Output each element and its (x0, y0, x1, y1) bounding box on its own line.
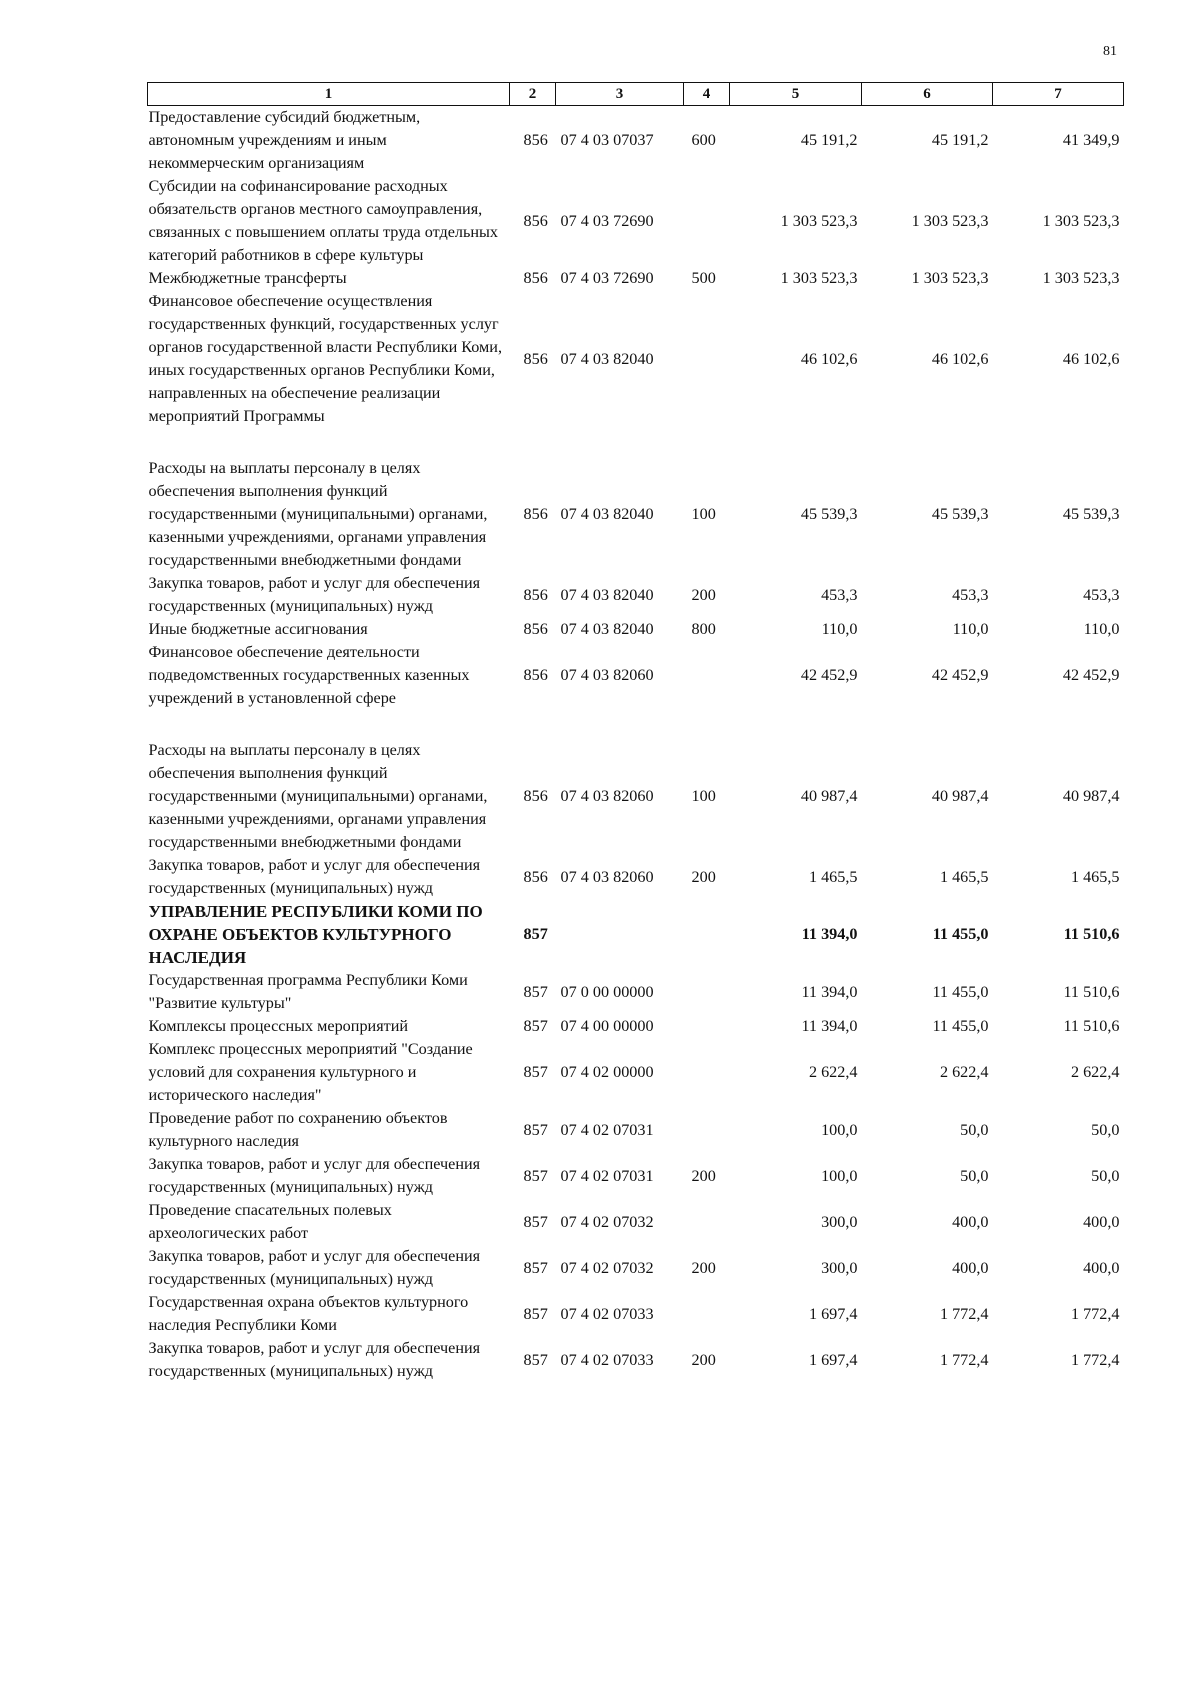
row-amount-col7-cell: 400,0 (1083, 1212, 1120, 1231)
row-amount-col6-cell: 1 303 523,3 (911, 211, 989, 230)
row-expense-type-cell: 200 (691, 1258, 716, 1277)
row-name-cell: Закупка товаров, работ и услуг для обеспечения государственных (муниципальных) нужд (148, 574, 481, 615)
spacer-cell (148, 428, 510, 457)
row-amount-col6-cell: 2 622,4 (939, 1063, 989, 1081)
row-amount-col7-cell: 46 102,6 (1062, 349, 1120, 368)
row-target-article-cell: 07 4 03 82040 (560, 620, 654, 638)
table-row (148, 1199, 1124, 1245)
table-row (148, 641, 1124, 710)
row-amount-col5-cell: 11 394,0 (801, 1017, 858, 1035)
row-admin-code-cell: 856 (523, 787, 548, 805)
row-amount-col7-cell: 1 772,4 (1070, 1304, 1120, 1323)
row-name-cell: УПРАВЛЕНИЕ РЕСПУБЛИКИ КОМИ ПО ОХРАНЕ ОБЪЕКТОВ КУЛЬТУРНОГО НАСЛЕДИЯ (148, 902, 483, 967)
spacer-cell (730, 710, 862, 739)
row-amount-col7-cell: 11 510,6 (1063, 1017, 1120, 1035)
row-expense-type-cell: 500 (691, 269, 716, 287)
row-admin-code-cell: 857 (523, 1350, 548, 1369)
row-amount-col6-cell: 11 455,0 (932, 1017, 989, 1035)
row-amount-col7-cell: 45 539,3 (1062, 505, 1120, 523)
spacer-cell (556, 710, 684, 739)
row-amount-col6-cell: 50,0 (960, 1120, 989, 1139)
row-expense-type-cell: 200 (691, 585, 716, 604)
row-amount-col6-cell: 110,0 (952, 620, 989, 638)
row-amount-col7-cell: 41 349,9 (1062, 131, 1120, 149)
row-name-cell: Расходы на выплаты персоналу в целях обеспечения выполнения функций государственными (муниципальными) органами, казенными учреждениями, органами управления государственными внебюджетными фондами (148, 459, 488, 569)
row-expense-type-cell (684, 900, 730, 969)
row-amount-col6-cell: 11 455,0 (932, 925, 989, 943)
row-amount-col7-cell: 50,0 (1091, 1120, 1120, 1139)
row-name-cell: Закупка товаров, работ и услуг для обеспечения государственных (муниципальных) нужд (148, 856, 481, 897)
row-name-cell: Государственная программа Республики Коми "Развитие культуры" (148, 971, 468, 1012)
row-target-article-cell: 07 4 02 07033 (560, 1350, 654, 1369)
row-amount-col6-cell: 40 987,4 (931, 787, 989, 805)
row-target-article-cell: 07 4 00 00000 (560, 1017, 654, 1035)
row-target-article-cell: 07 4 03 82060 (560, 666, 654, 684)
header-col-3: 3 (556, 83, 684, 106)
row-amount-col7-cell: 453,3 (1083, 585, 1120, 604)
row-expense-type-cell: 100 (691, 505, 716, 523)
table-row (148, 1107, 1124, 1153)
row-amount-col7-cell: 40 987,4 (1062, 787, 1120, 805)
row-expense-type-cell (684, 1107, 730, 1153)
row-admin-code-cell: 856 (523, 505, 548, 523)
header-col-4: 4 (684, 83, 730, 106)
row-admin-code-cell: 856 (523, 269, 548, 287)
table-row (148, 1038, 1124, 1107)
row-amount-col5-cell: 1 303 523,3 (780, 211, 858, 230)
row-target-article-cell: 07 4 03 07037 (560, 131, 654, 149)
row-admin-code-cell: 857 (523, 1017, 548, 1035)
row-name-cell: Предоставление субсидий бюджетным, автономным учреждениям и иным некоммерческим организациям (148, 108, 421, 172)
row-amount-col5-cell: 46 102,6 (800, 349, 858, 368)
row-amount-col6-cell: 11 455,0 (932, 982, 989, 1001)
spacer-cell (684, 428, 730, 457)
row-name-cell: Государственная охрана объектов культурного наследия Республики Коми (148, 1293, 469, 1334)
row-amount-col6-cell: 453,3 (952, 585, 989, 604)
row-amount-col5-cell: 300,0 (821, 1258, 858, 1277)
row-amount-col6-cell: 45 191,2 (931, 131, 989, 149)
row-amount-col7-cell: 1 303 523,3 (1042, 269, 1120, 287)
table-row (148, 900, 1124, 969)
table-row (148, 457, 1124, 572)
row-amount-col6-cell: 1 303 523,3 (911, 269, 989, 287)
row-amount-col6-cell: 1 772,4 (939, 1350, 989, 1369)
table-row (148, 1015, 1124, 1038)
spacer-cell (993, 710, 1124, 739)
spacer-cell (862, 710, 993, 739)
spacer-cell (684, 710, 730, 739)
row-amount-col7-cell: 2 622,4 (1070, 1063, 1120, 1081)
spacer-cell (510, 428, 556, 457)
row-admin-code-cell: 856 (523, 131, 548, 149)
row-admin-code-cell: 856 (523, 666, 548, 684)
row-name-cell: Комплекс процессных мероприятий "Создание условий для сохранения культурного и исторического наследия" (148, 1040, 473, 1104)
row-amount-col5-cell: 40 987,4 (800, 787, 858, 805)
table-row (148, 969, 1124, 1015)
row-amount-col5-cell: 110,0 (821, 620, 858, 638)
row-expense-type-cell: 800 (691, 620, 716, 638)
row-amount-col5-cell: 11 394,0 (801, 982, 858, 1001)
row-expense-type-cell (684, 1199, 730, 1245)
header-col-2: 2 (510, 83, 556, 106)
header-col-7: 7 (993, 83, 1124, 106)
row-amount-col6-cell: 1 465,5 (939, 867, 989, 886)
row-amount-col6-cell: 45 539,3 (931, 505, 989, 523)
table-body (148, 106, 1124, 1384)
row-target-article-cell: 07 4 02 07033 (560, 1304, 654, 1323)
row-expense-type-cell (684, 1291, 730, 1337)
table-row (148, 618, 1124, 641)
spacer-cell (730, 428, 862, 457)
row-admin-code-cell: 856 (523, 349, 548, 368)
row-amount-col7-cell: 11 510,6 (1063, 982, 1120, 1001)
table-header (148, 83, 1124, 106)
row-expense-type-cell: 600 (691, 131, 716, 149)
table-row (148, 1153, 1124, 1199)
spacer-cell (510, 710, 556, 739)
row-amount-col5-cell: 45 191,2 (800, 131, 858, 149)
row-name-cell: Межбюджетные трансферты (148, 269, 347, 287)
row-amount-col6-cell: 42 452,9 (931, 666, 989, 684)
row-expense-type-cell: 200 (691, 1350, 716, 1369)
row-target-article-cell: 07 4 02 07031 (560, 1120, 654, 1139)
table-row (148, 739, 1124, 854)
row-name-cell: Комплексы процессных мероприятий (148, 1017, 409, 1035)
row-name-cell: Иные бюджетные ассигнования (148, 620, 368, 638)
table-row (148, 175, 1124, 267)
spacer-cell (556, 428, 684, 457)
row-amount-col5-cell: 300,0 (821, 1212, 858, 1231)
row-spacer (148, 710, 1124, 739)
row-expense-type-cell: 200 (691, 867, 716, 886)
row-amount-col7-cell: 400,0 (1083, 1258, 1120, 1277)
row-amount-col7-cell: 110,0 (1083, 620, 1120, 638)
row-amount-col5-cell: 42 452,9 (800, 666, 858, 684)
row-target-article-cell: 07 0 00 00000 (560, 982, 654, 1001)
row-amount-col6-cell: 400,0 (952, 1258, 989, 1277)
row-admin-code-cell: 857 (523, 1166, 548, 1185)
row-expense-type-cell (684, 641, 730, 710)
row-admin-code-cell: 856 (523, 620, 548, 638)
row-amount-col5-cell: 45 539,3 (800, 505, 858, 523)
row-name-cell: Закупка товаров, работ и услуг для обеспечения государственных (муниципальных) нужд (148, 1339, 481, 1380)
page-number: 81 (1103, 44, 1117, 59)
table-row (148, 1337, 1124, 1383)
row-expense-type-cell (684, 175, 730, 267)
row-amount-col5-cell: 1 465,5 (808, 867, 858, 886)
row-amount-col5-cell: 1 697,4 (808, 1350, 858, 1369)
header-col-1: 1 (148, 83, 510, 106)
row-target-article-cell: 07 4 03 82040 (560, 505, 654, 523)
header-col-6: 6 (862, 83, 993, 106)
row-name-cell: Закупка товаров, работ и услуг для обеспечения государственных (муниципальных) нужд (148, 1155, 481, 1196)
row-target-article-cell: 07 4 03 82060 (560, 787, 654, 805)
row-spacer (148, 428, 1124, 457)
row-expense-type-cell (684, 1015, 730, 1038)
table-row (148, 1245, 1124, 1291)
row-name-cell: Субсидии на софинансирование расходных обязательств органов местного самоуправления, связанных с повышением оплаты труда отдельных категорий работников в сфере культуры (148, 177, 498, 264)
row-target-article-cell: 07 4 02 00000 (560, 1063, 654, 1081)
row-admin-code-cell: 857 (523, 1120, 548, 1139)
row-amount-col5-cell: 11 394,0 (801, 925, 858, 943)
row-target-article-cell: 07 4 03 82040 (560, 349, 654, 368)
row-admin-code-cell: 856 (523, 867, 548, 886)
row-name-cell: Финансовое обеспечение деятельности подведомственных государственных казенных учреждений в установленной сфере (148, 643, 470, 707)
table-row (148, 572, 1124, 618)
row-amount-col5-cell: 100,0 (821, 1120, 858, 1139)
row-expense-type-cell: 200 (691, 1166, 716, 1185)
budget-table (147, 82, 1124, 1383)
row-amount-col7-cell: 50,0 (1091, 1166, 1120, 1185)
row-amount-col7-cell: 1 303 523,3 (1042, 211, 1120, 230)
table-row (148, 1291, 1124, 1337)
row-amount-col7-cell: 11 510,6 (1063, 925, 1120, 943)
table-row (148, 854, 1124, 900)
row-target-article-cell: 07 4 03 82060 (560, 867, 654, 886)
row-name-cell: Закупка товаров, работ и услуг для обеспечения государственных (муниципальных) нужд (148, 1247, 481, 1288)
row-amount-col5-cell: 1 303 523,3 (780, 269, 858, 287)
row-expense-type-cell (684, 969, 730, 1015)
table-row (148, 290, 1124, 428)
row-amount-col5-cell: 1 697,4 (808, 1304, 858, 1323)
row-target-article-cell: 07 4 03 72690 (560, 269, 654, 287)
spacer-cell (862, 428, 993, 457)
row-target-article-cell: 07 4 03 82040 (560, 585, 654, 604)
row-admin-code-cell: 857 (523, 982, 548, 1001)
row-admin-code-cell: 856 (523, 211, 548, 230)
row-amount-col5-cell: 453,3 (821, 585, 858, 604)
row-amount-col5-cell: 2 622,4 (808, 1063, 858, 1081)
row-expense-type-cell (684, 290, 730, 428)
row-admin-code-cell: 857 (523, 1258, 548, 1277)
row-target-article-cell: 07 4 02 07031 (560, 1166, 654, 1185)
row-amount-col6-cell: 400,0 (952, 1212, 989, 1231)
table-row (148, 267, 1124, 290)
row-admin-code-cell: 857 (523, 1212, 548, 1231)
row-admin-code-cell: 857 (523, 925, 548, 943)
header-col-5: 5 (730, 83, 862, 106)
row-target-article-cell: 07 4 02 07032 (560, 1258, 654, 1277)
row-expense-type-cell (684, 1038, 730, 1107)
row-expense-type-cell: 100 (691, 787, 716, 805)
row-name-cell: Расходы на выплаты персоналу в целях обеспечения выполнения функций государственными (муниципальными) органами, казенными учреждениями, органами управления государственными внебюджетными фондами (148, 741, 488, 851)
row-admin-code-cell: 856 (523, 585, 548, 604)
row-name-cell: Финансовое обеспечение осуществления государственных функций, государственных услуг органов государственной власти Республики Коми, иных государственных органов Республики Коми, направленных на обеспечение реализации мероприятий Программы (148, 292, 503, 425)
row-admin-code-cell: 857 (523, 1063, 548, 1081)
table-row (148, 106, 1124, 176)
row-target-article-cell (556, 900, 684, 969)
spacer-cell (993, 428, 1124, 457)
row-target-article-cell: 07 4 02 07032 (560, 1212, 654, 1231)
row-target-article-cell: 07 4 03 72690 (560, 211, 654, 230)
row-amount-col5-cell: 100,0 (821, 1166, 858, 1185)
row-name-cell: Проведение спасательных полевых археологических работ (148, 1201, 392, 1242)
row-amount-col6-cell: 1 772,4 (939, 1304, 989, 1323)
row-amount-col7-cell: 1 465,5 (1070, 867, 1120, 886)
row-amount-col6-cell: 46 102,6 (931, 349, 989, 368)
row-amount-col6-cell: 50,0 (960, 1166, 989, 1185)
row-admin-code-cell: 857 (523, 1304, 548, 1323)
row-amount-col7-cell: 1 772,4 (1070, 1350, 1120, 1369)
spacer-cell (148, 710, 510, 739)
row-name-cell: Проведение работ по сохранению объектов культурного наследия (148, 1109, 448, 1150)
row-amount-col7-cell: 42 452,9 (1062, 666, 1120, 684)
